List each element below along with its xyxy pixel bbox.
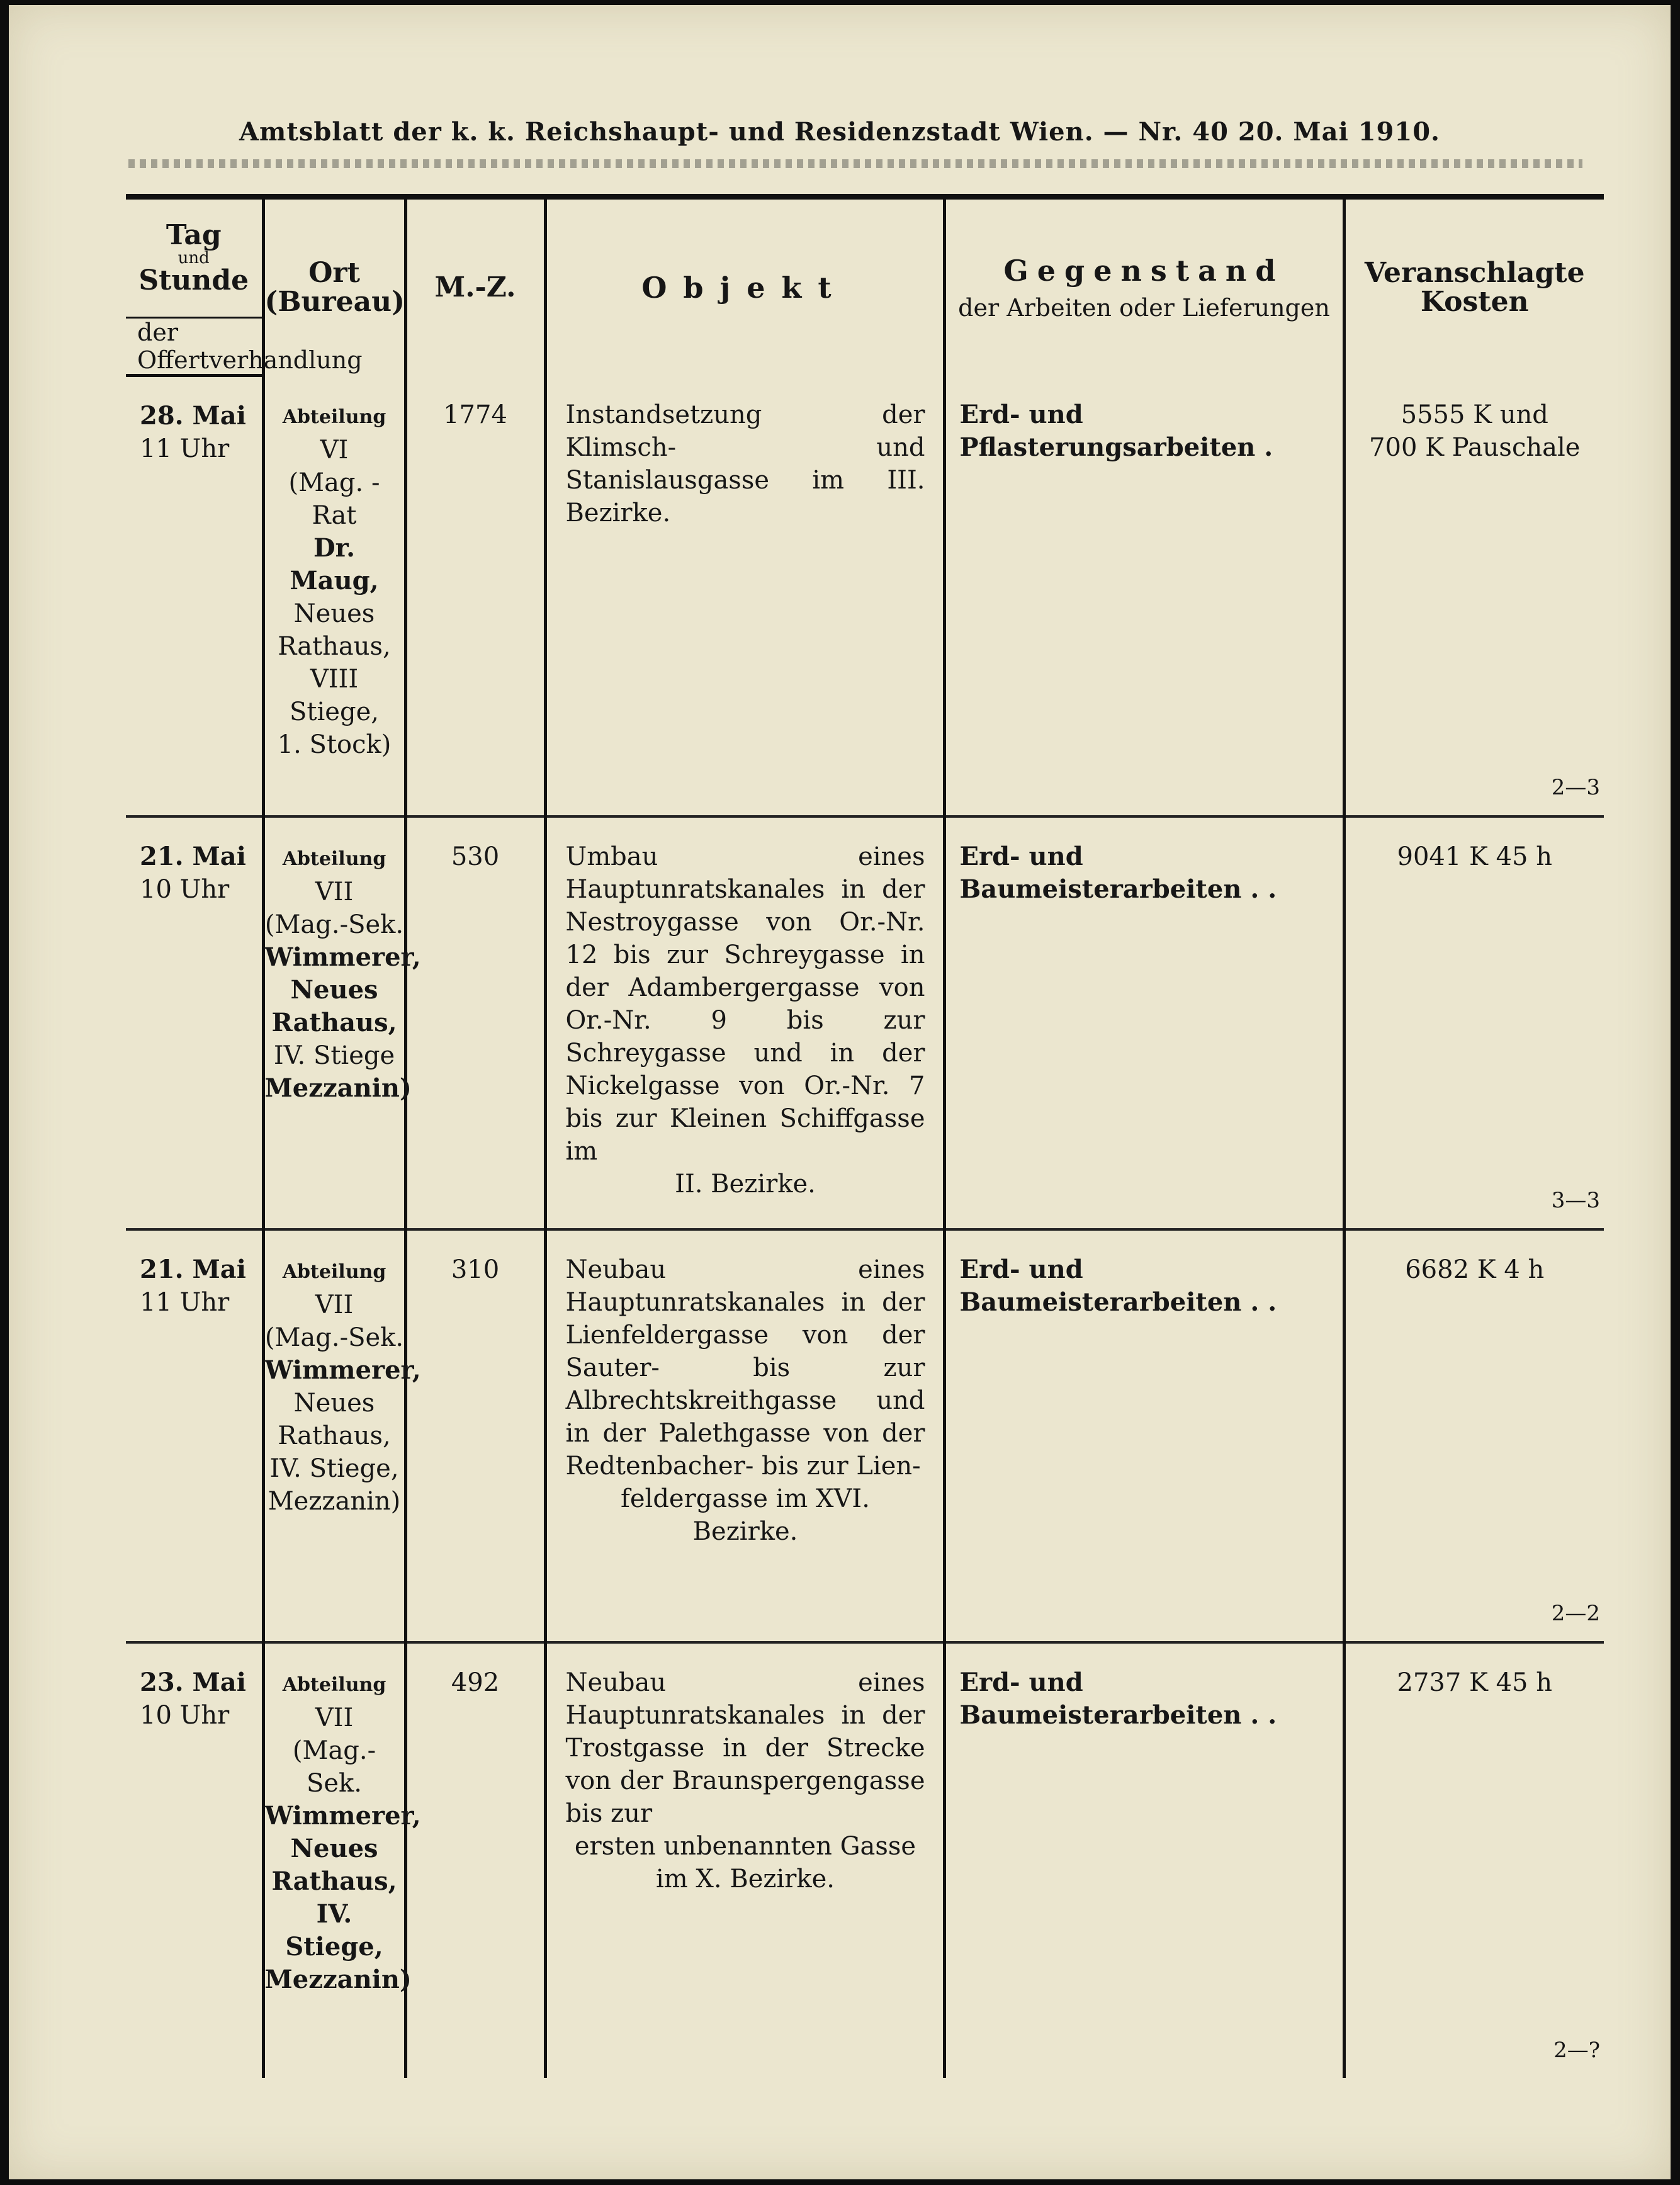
nz-number: 530	[451, 842, 500, 871]
ort-abteilung: Abteilung	[282, 1260, 386, 1283]
ort-line: VII	[315, 877, 354, 906]
ort-line: Rathaus,	[278, 631, 391, 661]
objekt-cell	[547, 376, 943, 529]
ort-line: (Mag.-Sek.	[264, 1323, 404, 1352]
gegenstand-text: Erd- und Baumeisterarbeiten . .	[959, 1667, 1277, 1730]
table-row	[126, 1229, 1604, 1642]
objekt-cell	[547, 1644, 943, 1895]
table-row	[126, 376, 1604, 816]
header-objekt	[545, 197, 944, 376]
kosten-cell	[1346, 1644, 1604, 1699]
header-gegenstand-label: Gegenstand	[1003, 253, 1285, 288]
ort-line: Wimmerer,	[264, 1800, 421, 1831]
header-date-footer: der Offertverhandlung	[126, 318, 263, 376]
header-kosten	[1344, 197, 1604, 376]
wavy-rule	[128, 159, 1582, 168]
kosten-line: 2737 K 45 h	[1397, 1668, 1552, 1697]
objekt-text: Umbau eines Hauptunratskanales in der Nestroygasse von Or.-Nr. 12 bis zur Schreygasse in der Adambergergasse von Or.-Nr. 9 bis zur Schreygasse und in der Nickelgasse von Or.-Nr. 7 bis zur Kleinen Schiffgasse im	[565, 842, 925, 1166]
kosten-cell	[1346, 376, 1604, 464]
objekt-text: Neubau eines Hauptunratskanales in der Lienfeldergasse von der Sauter- bis zur Albrechtskreithgasse und in der Palethgasse von der Redtenbacher- bis zur Lien-	[565, 1255, 925, 1481]
table-row	[126, 816, 1604, 1229]
header-date-top: Tag	[166, 218, 222, 251]
kosten-line: 9041 K 45 h	[1397, 842, 1552, 871]
running-head: Amtsblatt der k. k. Reichshaupt- und Residenzstadt Wien. — Nr. 40 20. Mai 1910.	[239, 117, 1440, 147]
header-nz	[405, 197, 545, 376]
objekt-text: Neubau eines Hauptunratskanales in der Trostgasse in der Strecke von der Braunspergengasse bis zur	[565, 1668, 925, 1828]
gegenstand-text: Erd- und Baumeisterarbeiten . .	[959, 1254, 1277, 1317]
ort-line: IV. Stiege,	[285, 1899, 383, 1962]
header-date-bottom: Stunde	[138, 264, 249, 296]
objekt-text: Instandsetzung der Klimsch- und Stanislausgasse im III. Bezirke.	[565, 400, 925, 528]
kosten-cell	[1346, 1231, 1604, 1286]
ort-line: VIII	[310, 664, 359, 694]
ort-cell	[264, 818, 421, 1105]
kosten-line: 6682 K 4 h	[1405, 1255, 1545, 1284]
ort-line: 1. Stock)	[277, 730, 392, 759]
ort-line: (Mag.- Sek.	[292, 1736, 376, 1798]
objekt-end: ersten unbenannten Gasse im X. Bezirke.	[574, 1831, 916, 1894]
ort-line: Rathaus,	[271, 1866, 397, 1896]
newspaper-page	[9, 5, 1671, 2179]
ort-abteilung: Abteilung	[282, 1673, 386, 1696]
ort-abteilung: Abteilung	[282, 847, 386, 870]
date-cell	[126, 1644, 262, 1732]
ort-line: VII	[315, 1290, 354, 1319]
objekt-cell	[547, 818, 943, 1200]
objekt-cell	[547, 1231, 943, 1548]
tender-table	[126, 194, 1604, 2078]
date-time: 10 Uhr	[140, 1700, 230, 1730]
header-ort-bottom: (Bureau)	[264, 285, 405, 318]
ort-line: (Mag.-Sek.	[264, 910, 404, 939]
insertion-tag: 3—3	[1551, 1187, 1600, 1213]
kosten-line: 700 K Pauschale	[1369, 432, 1581, 462]
nz-number: 1774	[443, 400, 507, 429]
header-kosten-bottom: Kosten	[1420, 285, 1529, 318]
ort-line: Dr. Maug,	[290, 533, 379, 596]
nz-number: 492	[451, 1668, 500, 1697]
insertion-tag: 2—2	[1551, 1600, 1600, 1626]
ort-line: Neues	[290, 1833, 378, 1863]
ort-line: Neues	[290, 974, 378, 1005]
kosten-cell	[1346, 818, 1604, 873]
ort-line: Rathaus,	[278, 1421, 391, 1450]
ort-line: Mezzanin)	[264, 1073, 412, 1103]
header-gegenstand-sub: der Arbeiten oder Lieferungen	[958, 293, 1330, 322]
insertion-tag: 2—3	[1551, 774, 1600, 800]
ort-line: Mezzanin)	[264, 1964, 412, 1994]
ort-line: Wimmerer,	[264, 1355, 421, 1385]
date-day: 21. Mai	[140, 841, 246, 871]
date-cell	[126, 377, 262, 465]
header-date	[126, 197, 263, 318]
date-cell	[126, 1231, 262, 1319]
header-date-und: und	[178, 249, 210, 268]
ort-abteilung: Abteilung	[282, 405, 386, 428]
table-row	[126, 1642, 1604, 2078]
date-time: 11 Uhr	[140, 434, 230, 463]
nz-number: 310	[451, 1255, 500, 1284]
header-kosten-top: Veranschlagte	[1364, 256, 1585, 289]
ort-line: Stiege,	[290, 697, 379, 726]
ort-line: Neues	[293, 599, 375, 628]
gegenstand-text: Erd- und Baumeisterarbeiten . .	[959, 841, 1277, 904]
date-day: 23. Mai	[140, 1667, 246, 1697]
ort-line: Wimmerer,	[264, 942, 421, 972]
ort-cell	[264, 1644, 421, 1996]
ort-cell	[264, 1231, 421, 1518]
date-time: 10 Uhr	[140, 874, 230, 904]
ort-cell	[265, 376, 404, 761]
ort-line: Rathaus,	[271, 1007, 397, 1037]
ort-line: (Mag. - Rat	[288, 468, 380, 530]
kosten-line: 5555 K und	[1401, 400, 1548, 429]
header-objekt-label: Objekt	[641, 270, 848, 305]
objekt-end: II. Bezirke.	[675, 1169, 816, 1199]
date-time: 11 Uhr	[140, 1287, 230, 1317]
date-day: 28. Mai	[140, 401, 246, 431]
date-day: 21. Mai	[140, 1254, 246, 1284]
ort-line: VII	[315, 1703, 354, 1732]
objekt-end: feldergasse im XVI. Bezirke.	[621, 1484, 870, 1546]
ort-line: IV. Stiege,	[269, 1454, 399, 1483]
ort-line: Mezzanin)	[268, 1486, 401, 1516]
ort-line: VI	[320, 435, 349, 465]
ort-line: IV. Stiege	[273, 1041, 395, 1070]
header-nz-label: M.-Z.	[434, 271, 516, 303]
date-cell	[126, 818, 262, 906]
header-gegenstand	[944, 197, 1344, 376]
ort-line: Neues	[293, 1388, 375, 1418]
gegenstand-text: Erd- und Pflasterungsarbeiten .	[959, 399, 1273, 462]
header-ort-top: Ort	[308, 256, 360, 289]
insertion-tag: 2—?	[1553, 2037, 1600, 2063]
